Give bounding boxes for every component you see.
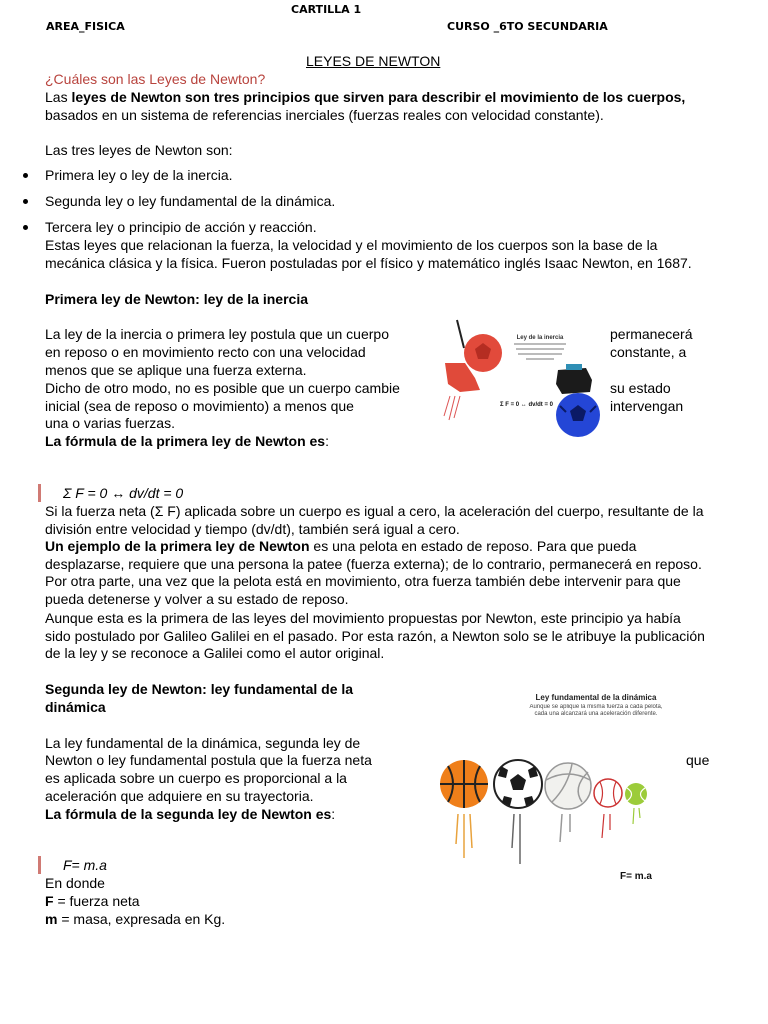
- first-law-formula: Σ F = 0 ↔ dv/dt = 0: [63, 485, 184, 501]
- definition-key: F: [45, 893, 54, 909]
- area-label: AREA_FISICA: [46, 20, 125, 33]
- first-law-line: en reposo o en movimiento recto con una velocidad: [45, 344, 366, 360]
- dynamics-formula: F= m.a: [620, 871, 652, 882]
- formula-label-text: La fórmula de la primera ley de Newton es: [45, 433, 326, 449]
- inertia-svg: [440, 318, 605, 443]
- dynamics-svg: [422, 668, 684, 896]
- intro-list-lead: Las tres leyes de Newton son:: [45, 142, 233, 158]
- list-item: Tercera ley o principio de acción y reacción.: [45, 219, 317, 235]
- second-law-heading-line: dinámica: [45, 698, 106, 715]
- second-law-formula: F= m.a: [63, 857, 107, 873]
- formula-colon: :: [325, 433, 329, 449]
- first-law-line-right: su estado: [610, 380, 671, 396]
- after-list-paragraph: Estas leyes que relacionan la fuerza, la velocidad y el movimiento de los cuerpos son la base de la mecánica clásica y la física. Fueron postuladas por el físico y matemático inglés Isaac Newton, en 1687.: [45, 237, 692, 271]
- first-law-line: inicial (sea de reposo o movimiento) a menos que: [45, 398, 354, 414]
- second-law-line: Newton o ley fundamental postula que la fuerza neta: [45, 752, 372, 768]
- first-law-line-right: permanecerá: [610, 326, 693, 342]
- definition-value: = masa, expresada en Kg.: [57, 911, 226, 927]
- intro-text-bold: leyes de Newton son tres principios que sirven para describir el movimiento de los cuerpos,: [71, 89, 686, 105]
- volleyball-icon: [545, 763, 591, 809]
- dynamics-illustration: [422, 668, 684, 896]
- definition-f: [45, 893, 140, 911]
- second-law-line: aceleración que adquiere en su trayectoria.: [45, 788, 314, 804]
- inertia-caption-title: Ley de la inercia: [516, 335, 564, 341]
- formula-quote-bar: [38, 856, 41, 874]
- definition-m: [45, 911, 225, 929]
- first-law-line: La ley de la inercia o primera ley postula que un cuerpo: [45, 326, 389, 342]
- first-law-explanation: Si la fuerza neta (Σ F) aplicada sobre un cuerpo es igual a cero, la aceleración del cuerpo, resultante de la división entre velocidad y tiempo (dv/dt), también será igual a cero.: [45, 503, 704, 537]
- curso-label: CURSO _6TO SECUNDARIA: [447, 20, 608, 33]
- tennis-ball-icon: [625, 783, 647, 805]
- formula-colon: :: [331, 806, 336, 822]
- where-label: En donde: [45, 875, 105, 891]
- first-law-history: Aunque esta es la primera de las leyes del movimiento propuestas por Newton, este principio ya había sido postulado por Galileo Galilei en el pasado. Por esta razón, a Newton solo se le atribuye la publicación de la ley y se reconoce a Galilei como el autor original.: [45, 610, 705, 662]
- section-question: ¿Cuáles son las Leyes de Newton?: [45, 71, 266, 87]
- list-item: Segunda ley o ley fundamental de la dinámica.: [45, 193, 336, 209]
- inertia-illustration: [440, 318, 605, 443]
- first-law-line-right: intervengan: [610, 398, 684, 414]
- first-law-heading: Primera ley de Newton: ley de la inercia: [45, 291, 308, 307]
- second-law-line: La ley fundamental de la dinámica, segunda ley de: [45, 735, 361, 751]
- first-law-line-right: constante, a: [610, 344, 687, 360]
- example-text: es una pelota en estado de reposo. Para que pueda desplazarse, requiere que una persona la patee (fuerza externa); de lo contrario, permanecerá en reposo. Por otra parte, una vez que la pelota está en movimiento, otra fuerza también debe intervenir para que pueda detenerse y volver a su estado de reposo.: [45, 538, 702, 607]
- second-law-heading-line: Segunda ley de Newton: ley fundamental de la: [45, 681, 354, 697]
- example-bold: Un ejemplo de la primera ley de Newton: [45, 538, 310, 554]
- intro-paragraph: [45, 89, 705, 124]
- bullet-dot: [23, 199, 28, 204]
- first-law-line: menos que se aplique una fuerza externa.: [45, 362, 307, 378]
- second-law-heading: [45, 681, 405, 716]
- list-item: Primera ley o ley de la inercia.: [45, 167, 233, 183]
- dynamics-subtitle: Aunque se aplique la misma fuerza a cada pelota, cada una alcanzará una aceleración diferente.: [529, 704, 663, 717]
- intro-text-a: Las: [45, 89, 72, 105]
- bullet-dot: [23, 173, 28, 178]
- page-title: LEYES DE NEWTON: [306, 53, 441, 69]
- first-law-line: Dicho de otro modo, no es posible que un cuerpo cambie: [45, 380, 400, 396]
- formula-label-text: La fórmula de la segunda ley de Newton es: [45, 806, 332, 822]
- definition-key: m: [45, 911, 58, 927]
- second-law-line: es aplicada sobre un cuerpo es proporcional a la: [45, 770, 347, 786]
- cartilla-label: CARTILLA 1: [291, 3, 362, 16]
- bullet-dot: [23, 225, 28, 230]
- definition-value: = fuerza neta: [53, 893, 140, 909]
- leg-line: [457, 320, 464, 348]
- black-shoe-icon: [556, 368, 592, 394]
- second-law-formula-label: [45, 806, 335, 824]
- first-law-example: [45, 538, 705, 608]
- second-law-line-right: que: [686, 752, 710, 768]
- formula-quote-bar: [38, 484, 41, 502]
- intro-text-b: basados en un sistema de referencias inerciales (fuerzas reales con velocidad constante).: [45, 106, 604, 123]
- dynamics-title: Ley fundamental de la dinámica: [535, 693, 657, 702]
- first-law-line: una o varias fuerzas.: [45, 415, 175, 431]
- first-law-formula-label: [45, 433, 329, 451]
- baseball-icon: [594, 779, 622, 807]
- inertia-formula: Σ F = 0 ↔ dv/dt = 0: [500, 402, 553, 408]
